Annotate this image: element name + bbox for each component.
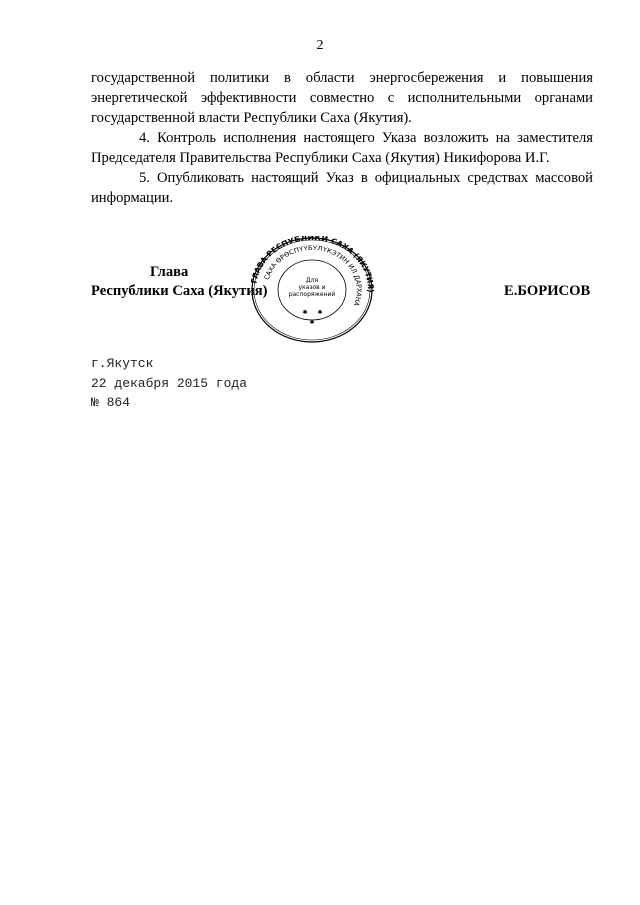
paragraph-item-5: 5. Опубликовать настоящий Указ в официальных средствах массовой информации. (91, 170, 593, 206)
official-seal-stamp (245, 236, 379, 344)
issue-date: 22 декабря 2015 года (91, 375, 248, 391)
issue-city: г.Якутск (91, 356, 154, 371)
document-body (91, 68, 593, 208)
signatory-title-republic: Республики Саха (Якутия) (91, 283, 268, 299)
decree-number: № 864 (91, 395, 131, 410)
seal-center-line2: указов и (298, 284, 326, 291)
paragraph-item-4: 4. Контроль исполнения настоящего Указа возложить на заместителя Председателя Правительства Республики Саха (Якутия) Никифорова И.Г. (91, 130, 593, 166)
document-footer (91, 354, 247, 413)
signatory-name: Е.БОРИСОВ (504, 283, 591, 299)
seal-star-icon: ✱ (317, 309, 323, 316)
seal-star-icon: ✱ (309, 319, 315, 326)
seal-outer-text: ГЛАВА РЕСПУБЛИКИ САХА (ЯКУТИЯ) (249, 236, 376, 293)
signatory-title: Глава (150, 264, 189, 280)
seal-center-line1: Для (305, 277, 319, 284)
seal-star-icon: ✱ (302, 309, 308, 316)
seal-center-line3: распоряжений (288, 291, 336, 298)
seal-inner-text: САХА ӨРӨСПҮҮБҮЛҮКЭТИН ИЛ ДАРХАНА (262, 244, 364, 307)
paragraph-continuation: государственной политики в области энергосбережения и повышения энергетической эффективности совместно с исполнительными органами государственной власти Республики Саха (Якутия). (91, 70, 593, 126)
page-number: 2 (316, 38, 324, 53)
